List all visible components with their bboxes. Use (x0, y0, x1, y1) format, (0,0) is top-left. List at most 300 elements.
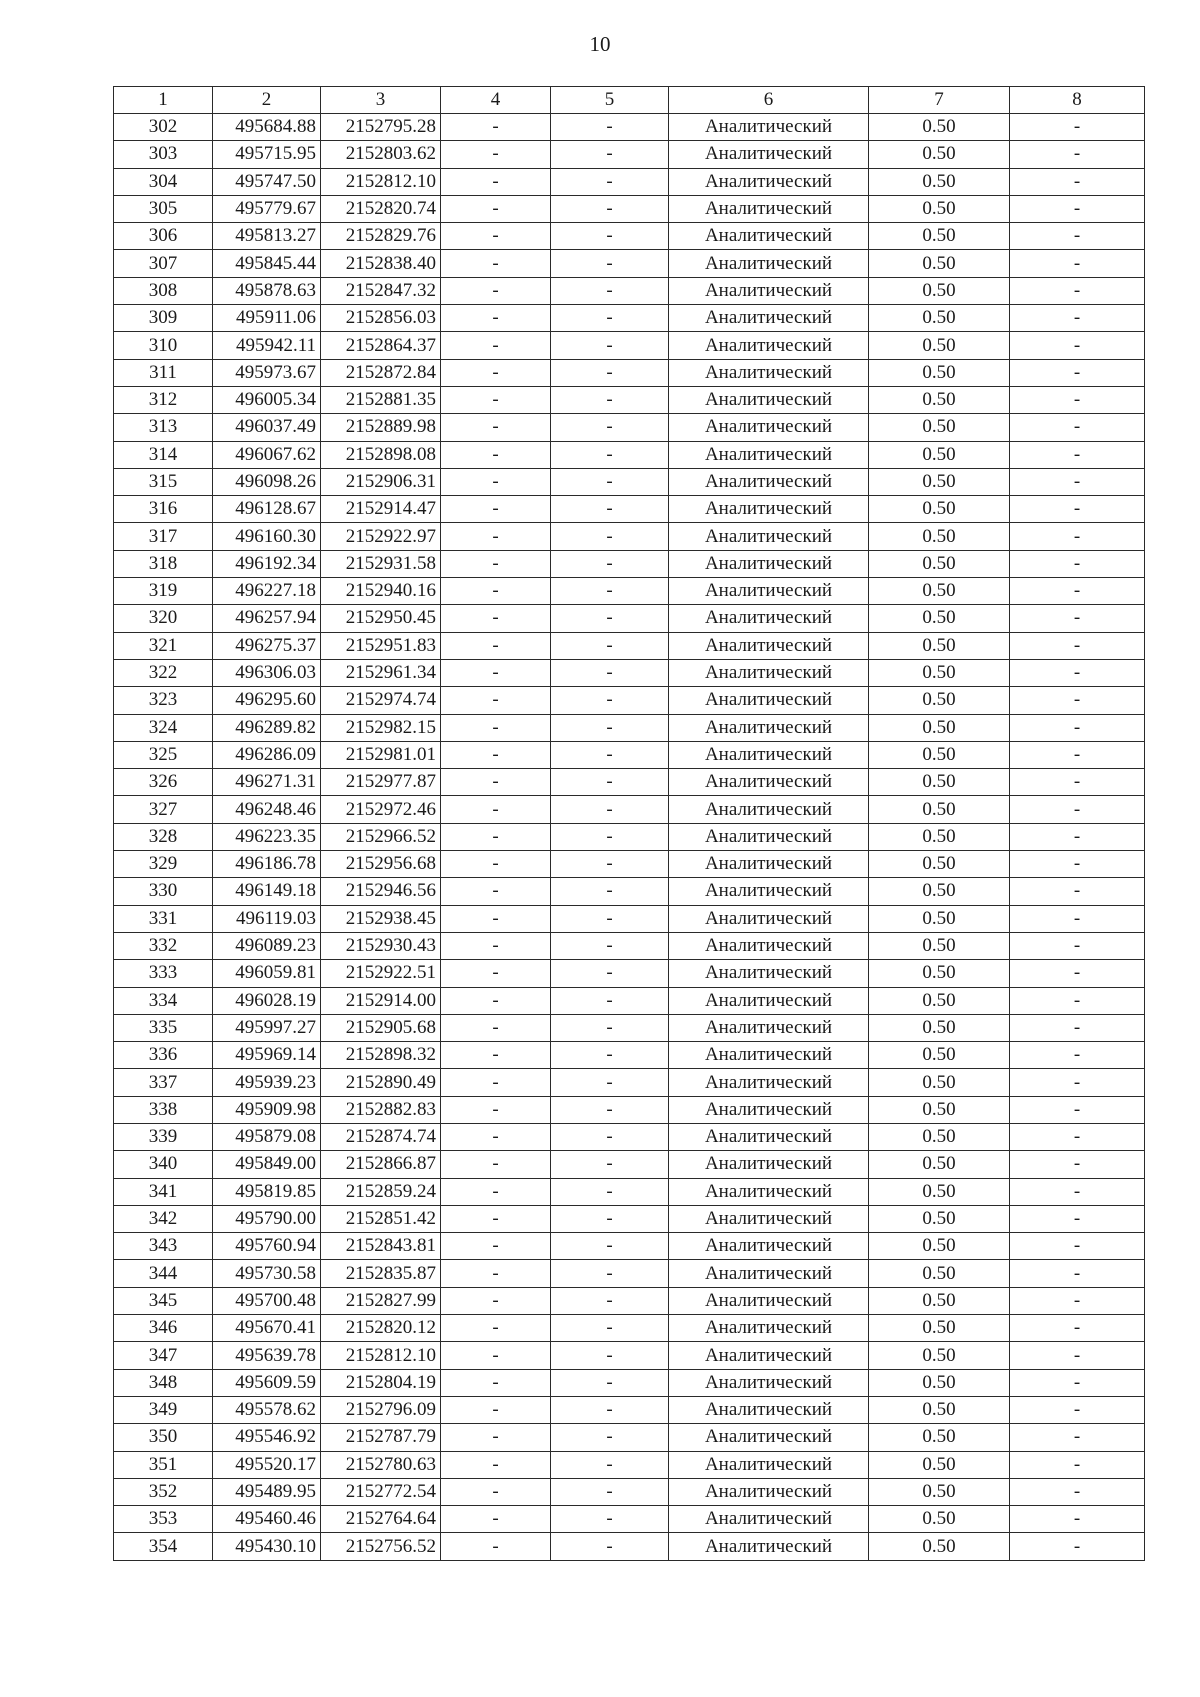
col8-cell: - (1010, 1205, 1145, 1232)
x-coordinate-cell: 495578.62 (213, 1396, 321, 1423)
col4-cell: - (441, 223, 551, 250)
y-coordinate-cell: 2152838.40 (321, 250, 441, 277)
point-number-cell: 337 (114, 1069, 213, 1096)
y-coordinate-cell: 2152859.24 (321, 1178, 441, 1205)
col5-cell: - (551, 223, 669, 250)
x-coordinate-cell: 495790.00 (213, 1205, 321, 1232)
accuracy-cell: 0.50 (869, 141, 1010, 168)
y-coordinate-cell: 2152922.51 (321, 960, 441, 987)
method-cell: Аналитический (669, 441, 869, 468)
col4-cell: - (441, 1096, 551, 1123)
point-number-cell: 345 (114, 1287, 213, 1314)
col5-cell: - (551, 1533, 669, 1560)
column-header: 3 (321, 87, 441, 114)
column-header: 2 (213, 87, 321, 114)
method-cell: Аналитический (669, 1506, 869, 1533)
accuracy-cell: 0.50 (869, 987, 1010, 1014)
table-row (114, 1451, 1145, 1478)
accuracy-cell: 0.50 (869, 1233, 1010, 1260)
col4-cell: - (441, 1533, 551, 1560)
col4-cell: - (441, 1396, 551, 1423)
y-coordinate-cell: 2152881.35 (321, 386, 441, 413)
column-header: 8 (1010, 87, 1145, 114)
col5-cell: - (551, 141, 669, 168)
table-row (114, 468, 1145, 495)
page-number: 10 (589, 32, 611, 56)
col8-cell: - (1010, 659, 1145, 686)
x-coordinate-cell: 495460.46 (213, 1506, 321, 1533)
y-coordinate-cell: 2152956.68 (321, 851, 441, 878)
point-number-cell: 316 (114, 496, 213, 523)
table-row (114, 605, 1145, 632)
col4-cell: - (441, 932, 551, 959)
accuracy-cell: 0.50 (869, 1451, 1010, 1478)
col5-cell: - (551, 632, 669, 659)
col4-cell: - (441, 1042, 551, 1069)
col8-cell: - (1010, 1533, 1145, 1560)
y-coordinate-cell: 2152946.56 (321, 878, 441, 905)
x-coordinate-cell: 495715.95 (213, 141, 321, 168)
x-coordinate-cell: 496160.30 (213, 523, 321, 550)
y-coordinate-cell: 2152812.10 (321, 1342, 441, 1369)
column-header: 7 (869, 87, 1010, 114)
point-number-cell: 327 (114, 796, 213, 823)
x-coordinate-cell: 495684.88 (213, 114, 321, 141)
col5-cell: - (551, 960, 669, 987)
table-row (114, 1233, 1145, 1260)
col8-cell: - (1010, 305, 1145, 332)
point-number-cell: 352 (114, 1478, 213, 1505)
col8-cell: - (1010, 687, 1145, 714)
col4-cell: - (441, 1369, 551, 1396)
accuracy-cell: 0.50 (869, 1287, 1010, 1314)
col4-cell: - (441, 632, 551, 659)
accuracy-cell: 0.50 (869, 851, 1010, 878)
col4-cell: - (441, 714, 551, 741)
y-coordinate-cell: 2152847.32 (321, 277, 441, 304)
y-coordinate-cell: 2152795.28 (321, 114, 441, 141)
table-row (114, 1342, 1145, 1369)
point-number-cell: 348 (114, 1369, 213, 1396)
accuracy-cell: 0.50 (869, 441, 1010, 468)
col5-cell: - (551, 796, 669, 823)
col5-cell: - (551, 1424, 669, 1451)
col4-cell: - (441, 1069, 551, 1096)
y-coordinate-cell: 2152981.01 (321, 741, 441, 768)
col8-cell: - (1010, 1451, 1145, 1478)
col4-cell: - (441, 386, 551, 413)
col8-cell: - (1010, 878, 1145, 905)
col8-cell: - (1010, 441, 1145, 468)
accuracy-cell: 0.50 (869, 659, 1010, 686)
accuracy-cell: 0.50 (869, 1342, 1010, 1369)
col4-cell: - (441, 741, 551, 768)
x-coordinate-cell: 495849.00 (213, 1151, 321, 1178)
col5-cell: - (551, 1369, 669, 1396)
point-number-cell: 303 (114, 141, 213, 168)
method-cell: Аналитический (669, 687, 869, 714)
accuracy-cell: 0.50 (869, 578, 1010, 605)
method-cell: Аналитический (669, 550, 869, 577)
point-number-cell: 318 (114, 550, 213, 577)
method-cell: Аналитический (669, 250, 869, 277)
col5-cell: - (551, 851, 669, 878)
column-header: 1 (114, 87, 213, 114)
method-cell: Аналитический (669, 1424, 869, 1451)
point-number-cell: 350 (114, 1424, 213, 1451)
col4-cell: - (441, 796, 551, 823)
col4-cell: - (441, 359, 551, 386)
point-number-cell: 351 (114, 1451, 213, 1478)
col8-cell: - (1010, 223, 1145, 250)
method-cell: Аналитический (669, 1233, 869, 1260)
col8-cell: - (1010, 960, 1145, 987)
point-number-cell: 336 (114, 1042, 213, 1069)
col5-cell: - (551, 1123, 669, 1150)
table-row (114, 414, 1145, 441)
col4-cell: - (441, 1506, 551, 1533)
accuracy-cell: 0.50 (869, 277, 1010, 304)
y-coordinate-cell: 2152812.10 (321, 168, 441, 195)
col8-cell: - (1010, 796, 1145, 823)
y-coordinate-cell: 2152796.09 (321, 1396, 441, 1423)
x-coordinate-cell: 495609.59 (213, 1369, 321, 1396)
method-cell: Аналитический (669, 468, 869, 495)
point-number-cell: 332 (114, 932, 213, 959)
method-cell: Аналитический (669, 714, 869, 741)
col4-cell: - (441, 1178, 551, 1205)
point-number-cell: 309 (114, 305, 213, 332)
col8-cell: - (1010, 386, 1145, 413)
col8-cell: - (1010, 1396, 1145, 1423)
col4-cell: - (441, 1123, 551, 1150)
col8-cell: - (1010, 1260, 1145, 1287)
table-row (114, 878, 1145, 905)
col8-cell: - (1010, 578, 1145, 605)
table-row (114, 277, 1145, 304)
method-cell: Аналитический (669, 1123, 869, 1150)
method-cell: Аналитический (669, 659, 869, 686)
accuracy-cell: 0.50 (869, 114, 1010, 141)
accuracy-cell: 0.50 (869, 932, 1010, 959)
col8-cell: - (1010, 714, 1145, 741)
col8-cell: - (1010, 932, 1145, 959)
col8-cell: - (1010, 1123, 1145, 1150)
accuracy-cell: 0.50 (869, 1178, 1010, 1205)
method-cell: Аналитический (669, 578, 869, 605)
table-row (114, 1178, 1145, 1205)
method-cell: Аналитический (669, 823, 869, 850)
col5-cell: - (551, 741, 669, 768)
y-coordinate-cell: 2152914.00 (321, 987, 441, 1014)
col8-cell: - (1010, 1287, 1145, 1314)
accuracy-cell: 0.50 (869, 905, 1010, 932)
col8-cell: - (1010, 468, 1145, 495)
col8-cell: - (1010, 168, 1145, 195)
point-number-cell: 310 (114, 332, 213, 359)
x-coordinate-cell: 495997.27 (213, 1014, 321, 1041)
col5-cell: - (551, 823, 669, 850)
method-cell: Аналитический (669, 223, 869, 250)
point-number-cell: 315 (114, 468, 213, 495)
method-cell: Аналитический (669, 851, 869, 878)
method-cell: Аналитический (669, 605, 869, 632)
x-coordinate-cell: 495670.41 (213, 1315, 321, 1342)
point-number-cell: 334 (114, 987, 213, 1014)
col8-cell: - (1010, 1151, 1145, 1178)
table-row (114, 168, 1145, 195)
col8-cell: - (1010, 114, 1145, 141)
col8-cell: - (1010, 1506, 1145, 1533)
y-coordinate-cell: 2152898.08 (321, 441, 441, 468)
x-coordinate-cell: 496223.35 (213, 823, 321, 850)
table-row (114, 1123, 1145, 1150)
method-cell: Аналитический (669, 386, 869, 413)
point-number-cell: 319 (114, 578, 213, 605)
x-coordinate-cell: 495779.67 (213, 195, 321, 222)
method-cell: Аналитический (669, 332, 869, 359)
y-coordinate-cell: 2152827.99 (321, 1287, 441, 1314)
accuracy-cell: 0.50 (869, 1315, 1010, 1342)
accuracy-cell: 0.50 (869, 1424, 1010, 1451)
point-number-cell: 346 (114, 1315, 213, 1342)
x-coordinate-cell: 495813.27 (213, 223, 321, 250)
table-row (114, 1069, 1145, 1096)
method-cell: Аналитический (669, 632, 869, 659)
accuracy-cell: 0.50 (869, 796, 1010, 823)
col4-cell: - (441, 414, 551, 441)
x-coordinate-cell: 496089.23 (213, 932, 321, 959)
col8-cell: - (1010, 141, 1145, 168)
y-coordinate-cell: 2152914.47 (321, 496, 441, 523)
col8-cell: - (1010, 1478, 1145, 1505)
col5-cell: - (551, 277, 669, 304)
col5-cell: - (551, 1260, 669, 1287)
x-coordinate-cell: 496005.34 (213, 386, 321, 413)
y-coordinate-cell: 2152930.43 (321, 932, 441, 959)
col8-cell: - (1010, 332, 1145, 359)
col5-cell: - (551, 468, 669, 495)
table-row (114, 987, 1145, 1014)
table-row (114, 932, 1145, 959)
y-coordinate-cell: 2152961.34 (321, 659, 441, 686)
col5-cell: - (551, 250, 669, 277)
y-coordinate-cell: 2152856.03 (321, 305, 441, 332)
accuracy-cell: 0.50 (869, 1260, 1010, 1287)
col5-cell: - (551, 195, 669, 222)
x-coordinate-cell: 495878.63 (213, 277, 321, 304)
y-coordinate-cell: 2152922.97 (321, 523, 441, 550)
x-coordinate-cell: 495730.58 (213, 1260, 321, 1287)
accuracy-cell: 0.50 (869, 714, 1010, 741)
method-cell: Аналитический (669, 1096, 869, 1123)
point-number-cell: 313 (114, 414, 213, 441)
point-number-cell: 321 (114, 632, 213, 659)
table-row (114, 769, 1145, 796)
y-coordinate-cell: 2152951.83 (321, 632, 441, 659)
coordinates-table (113, 86, 1145, 1561)
accuracy-cell: 0.50 (869, 1014, 1010, 1041)
point-number-cell: 338 (114, 1096, 213, 1123)
x-coordinate-cell: 495879.08 (213, 1123, 321, 1150)
method-cell: Аналитический (669, 1042, 869, 1069)
method-cell: Аналитический (669, 1205, 869, 1232)
accuracy-cell: 0.50 (869, 332, 1010, 359)
table-row (114, 1506, 1145, 1533)
y-coordinate-cell: 2152966.52 (321, 823, 441, 850)
col4-cell: - (441, 987, 551, 1014)
point-number-cell: 302 (114, 114, 213, 141)
x-coordinate-cell: 496186.78 (213, 851, 321, 878)
x-coordinate-cell: 496286.09 (213, 741, 321, 768)
col5-cell: - (551, 932, 669, 959)
table-row (114, 1396, 1145, 1423)
col4-cell: - (441, 905, 551, 932)
x-coordinate-cell: 495760.94 (213, 1233, 321, 1260)
table-body (114, 114, 1145, 1561)
method-cell: Аналитический (669, 141, 869, 168)
method-cell: Аналитический (669, 796, 869, 823)
method-cell: Аналитический (669, 1069, 869, 1096)
col8-cell: - (1010, 605, 1145, 632)
y-coordinate-cell: 2152889.98 (321, 414, 441, 441)
method-cell: Аналитический (669, 1342, 869, 1369)
x-coordinate-cell: 495489.95 (213, 1478, 321, 1505)
col8-cell: - (1010, 1069, 1145, 1096)
method-cell: Аналитический (669, 1178, 869, 1205)
table-row (114, 523, 1145, 550)
col5-cell: - (551, 1233, 669, 1260)
accuracy-cell: 0.50 (869, 386, 1010, 413)
col8-cell: - (1010, 1315, 1145, 1342)
y-coordinate-cell: 2152756.52 (321, 1533, 441, 1560)
y-coordinate-cell: 2152931.58 (321, 550, 441, 577)
method-cell: Аналитический (669, 496, 869, 523)
method-cell: Аналитический (669, 1478, 869, 1505)
point-number-cell: 306 (114, 223, 213, 250)
x-coordinate-cell: 495939.23 (213, 1069, 321, 1096)
accuracy-cell: 0.50 (869, 1042, 1010, 1069)
accuracy-cell: 0.50 (869, 769, 1010, 796)
point-number-cell: 339 (114, 1123, 213, 1150)
y-coordinate-cell: 2152898.32 (321, 1042, 441, 1069)
table-row (114, 905, 1145, 932)
y-coordinate-cell: 2152772.54 (321, 1478, 441, 1505)
col5-cell: - (551, 1342, 669, 1369)
table-row (114, 195, 1145, 222)
accuracy-cell: 0.50 (869, 1205, 1010, 1232)
method-cell: Аналитический (669, 932, 869, 959)
col8-cell: - (1010, 1342, 1145, 1369)
table-row (114, 250, 1145, 277)
col8-cell: - (1010, 851, 1145, 878)
y-coordinate-cell: 2152843.81 (321, 1233, 441, 1260)
method-cell: Аналитический (669, 1287, 869, 1314)
table-row (114, 1369, 1145, 1396)
col8-cell: - (1010, 769, 1145, 796)
method-cell: Аналитический (669, 359, 869, 386)
col4-cell: - (441, 1014, 551, 1041)
col4-cell: - (441, 496, 551, 523)
accuracy-cell: 0.50 (869, 168, 1010, 195)
y-coordinate-cell: 2152820.74 (321, 195, 441, 222)
x-coordinate-cell: 495520.17 (213, 1451, 321, 1478)
col4-cell: - (441, 195, 551, 222)
y-coordinate-cell: 2152974.74 (321, 687, 441, 714)
point-number-cell: 322 (114, 659, 213, 686)
col4-cell: - (441, 823, 551, 850)
col5-cell: - (551, 1506, 669, 1533)
point-number-cell: 340 (114, 1151, 213, 1178)
col4-cell: - (441, 687, 551, 714)
y-coordinate-cell: 2152982.15 (321, 714, 441, 741)
col4-cell: - (441, 141, 551, 168)
col8-cell: - (1010, 741, 1145, 768)
col5-cell: - (551, 905, 669, 932)
col5-cell: - (551, 578, 669, 605)
col4-cell: - (441, 1315, 551, 1342)
col8-cell: - (1010, 1014, 1145, 1041)
method-cell: Аналитический (669, 769, 869, 796)
col4-cell: - (441, 851, 551, 878)
col5-cell: - (551, 1287, 669, 1314)
method-cell: Аналитический (669, 168, 869, 195)
accuracy-cell: 0.50 (869, 468, 1010, 495)
point-number-cell: 326 (114, 769, 213, 796)
col4-cell: - (441, 1342, 551, 1369)
accuracy-cell: 0.50 (869, 632, 1010, 659)
col5-cell: - (551, 1096, 669, 1123)
accuracy-cell: 0.50 (869, 878, 1010, 905)
table-row (114, 1315, 1145, 1342)
table-row (114, 359, 1145, 386)
col4-cell: - (441, 305, 551, 332)
col4-cell: - (441, 769, 551, 796)
point-number-cell: 354 (114, 1533, 213, 1560)
accuracy-cell: 0.50 (869, 523, 1010, 550)
table-row (114, 851, 1145, 878)
col5-cell: - (551, 359, 669, 386)
method-cell: Аналитический (669, 305, 869, 332)
point-number-cell: 342 (114, 1205, 213, 1232)
y-coordinate-cell: 2152950.45 (321, 605, 441, 632)
method-cell: Аналитический (669, 905, 869, 932)
col5-cell: - (551, 1069, 669, 1096)
col4-cell: - (441, 878, 551, 905)
x-coordinate-cell: 495911.06 (213, 305, 321, 332)
col8-cell: - (1010, 1096, 1145, 1123)
col8-cell: - (1010, 1178, 1145, 1205)
accuracy-cell: 0.50 (869, 1396, 1010, 1423)
method-cell: Аналитический (669, 1014, 869, 1041)
accuracy-cell: 0.50 (869, 496, 1010, 523)
y-coordinate-cell: 2152977.87 (321, 769, 441, 796)
table-row (114, 550, 1145, 577)
col5-cell: - (551, 496, 669, 523)
accuracy-cell: 0.50 (869, 605, 1010, 632)
point-number-cell: 333 (114, 960, 213, 987)
point-number-cell: 325 (114, 741, 213, 768)
method-cell: Аналитический (669, 987, 869, 1014)
table-row (114, 578, 1145, 605)
y-coordinate-cell: 2152905.68 (321, 1014, 441, 1041)
table-row (114, 1478, 1145, 1505)
col8-cell: - (1010, 987, 1145, 1014)
method-cell: Аналитический (669, 1396, 869, 1423)
col8-cell: - (1010, 359, 1145, 386)
col8-cell: - (1010, 1369, 1145, 1396)
table-row (114, 1042, 1145, 1069)
